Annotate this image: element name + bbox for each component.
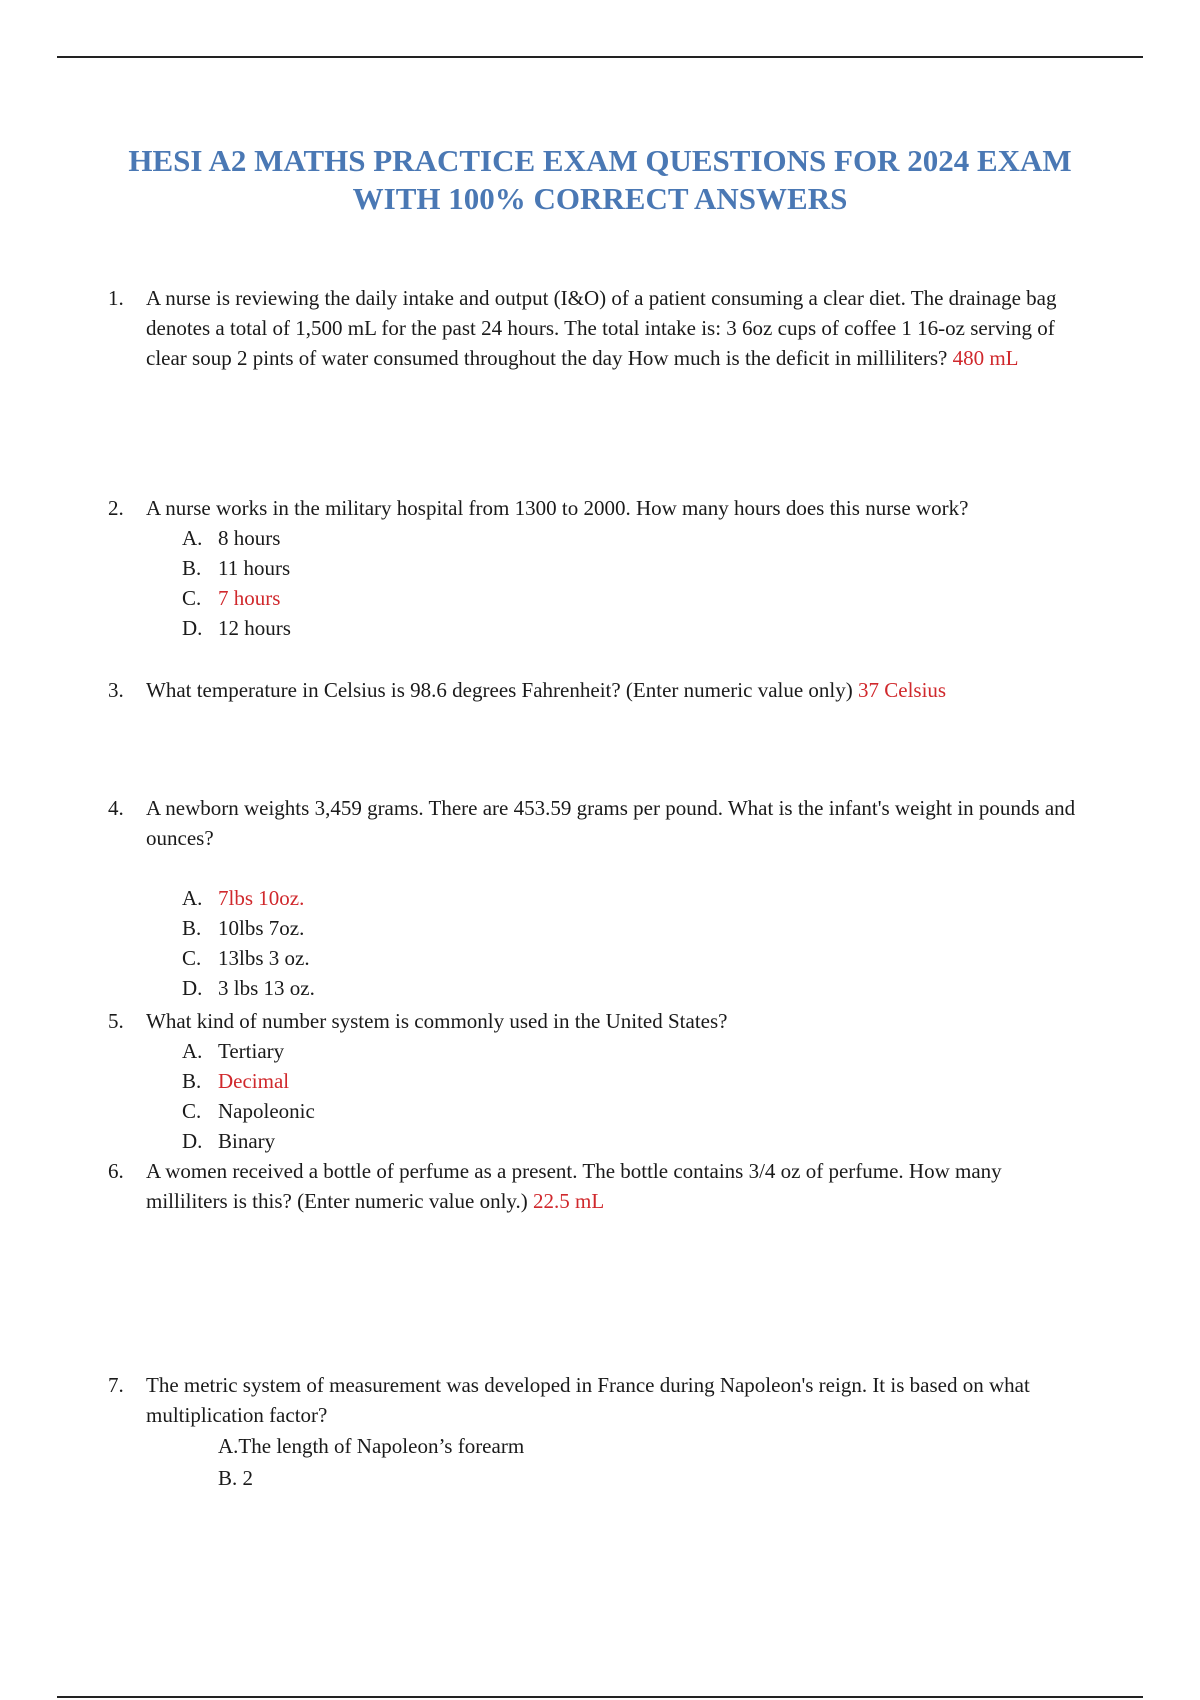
question-text	[146, 493, 1086, 523]
answer-text: 37 Celsius	[858, 678, 947, 702]
title-line-2: WITH 100% CORRECT ANSWERS	[352, 181, 848, 216]
question-1	[108, 283, 1108, 373]
question-number: 2.	[108, 496, 124, 520]
question-body: What temperature in Celsius is 98.6 degrees Fahrenheit? (Enter numeric value only)	[146, 678, 853, 702]
answer-text: 22.5 mL	[533, 1189, 605, 1213]
option-a: A.The length of Napoleon’s forearm	[218, 1434, 525, 1458]
option-a: A. 8 hours	[182, 526, 281, 550]
option-c: C. Napoleonic	[182, 1099, 315, 1123]
question-body: What kind of number system is commonly used in the United States?	[146, 1009, 728, 1033]
option-c: C. 7 hours	[182, 586, 281, 610]
question-text	[146, 1370, 1086, 1430]
question-5	[108, 1006, 1108, 1156]
option-b: B. Decimal	[182, 1069, 290, 1093]
question-7	[108, 1370, 1108, 1494]
question-body: A nurse is reviewing the daily intake and output (I&O) of a patient consuming a clear diet. The drainage bag denotes a total of 1,500 mL for the past 24 hours. The total intake is: 3 6oz cups of coffee 1 16-oz serving of clear soup 2 pints of water consumed throughout the day How much is the deficit in milliliters?	[146, 286, 1057, 370]
question-number: 6.	[108, 1159, 124, 1183]
question-4	[108, 793, 1108, 1003]
option-a: A. 7lbs 10oz.	[182, 886, 305, 910]
option-b: B. 10lbs 7oz.	[182, 916, 305, 940]
question-text	[146, 283, 1086, 373]
question-text	[146, 675, 1086, 705]
options-list	[218, 1430, 1108, 1494]
option-d: D. 12 hours	[182, 616, 291, 640]
option-d: D. Binary	[182, 1129, 276, 1153]
options-list	[182, 523, 1108, 643]
option-d: D. 3 lbs 13 oz.	[182, 976, 315, 1000]
question-body: A newborn weights 3,459 grams. There are 453.59 grams per pound. What is the infant's weight in pounds and ounces?	[146, 796, 1076, 850]
option-a: A. Tertiary	[182, 1039, 285, 1063]
title-line-1: HESI A2 MATHS PRACTICE EXAM QUESTIONS FOR 2024 EXAM	[128, 143, 1072, 178]
question-text	[146, 793, 1086, 853]
document-title	[100, 142, 1100, 218]
question-6	[108, 1156, 1108, 1216]
question-text	[146, 1006, 1086, 1036]
top-rule	[57, 56, 1143, 58]
question-number: 1.	[108, 286, 124, 310]
question-body: A women received a bottle of perfume as a present. The bottle contains 3/4 oz of perfume. How many milliliters is this? (Enter numeric value only.)	[146, 1159, 1002, 1213]
question-text	[146, 1156, 1086, 1216]
question-number: 3.	[108, 678, 124, 702]
question-2	[108, 493, 1108, 643]
bottom-rule	[57, 1696, 1143, 1698]
question-body: A nurse works in the military hospital from 1300 to 2000. How many hours does this nurse work?	[146, 496, 969, 520]
option-b: B. 2	[218, 1466, 254, 1490]
option-c: C. 13lbs 3 oz.	[182, 946, 310, 970]
option-b: B. 11 hours	[182, 556, 291, 580]
answer-text: 480 mL	[952, 346, 1019, 370]
question-body: The metric system of measurement was developed in France during Napoleon's reign. It is based on what multiplication factor?	[146, 1373, 1030, 1427]
options-list	[182, 883, 1108, 1003]
question-number: 5.	[108, 1009, 124, 1033]
question-number: 4.	[108, 796, 124, 820]
options-list	[182, 1036, 1108, 1156]
question-3	[108, 675, 1108, 705]
question-number: 7.	[108, 1373, 124, 1397]
